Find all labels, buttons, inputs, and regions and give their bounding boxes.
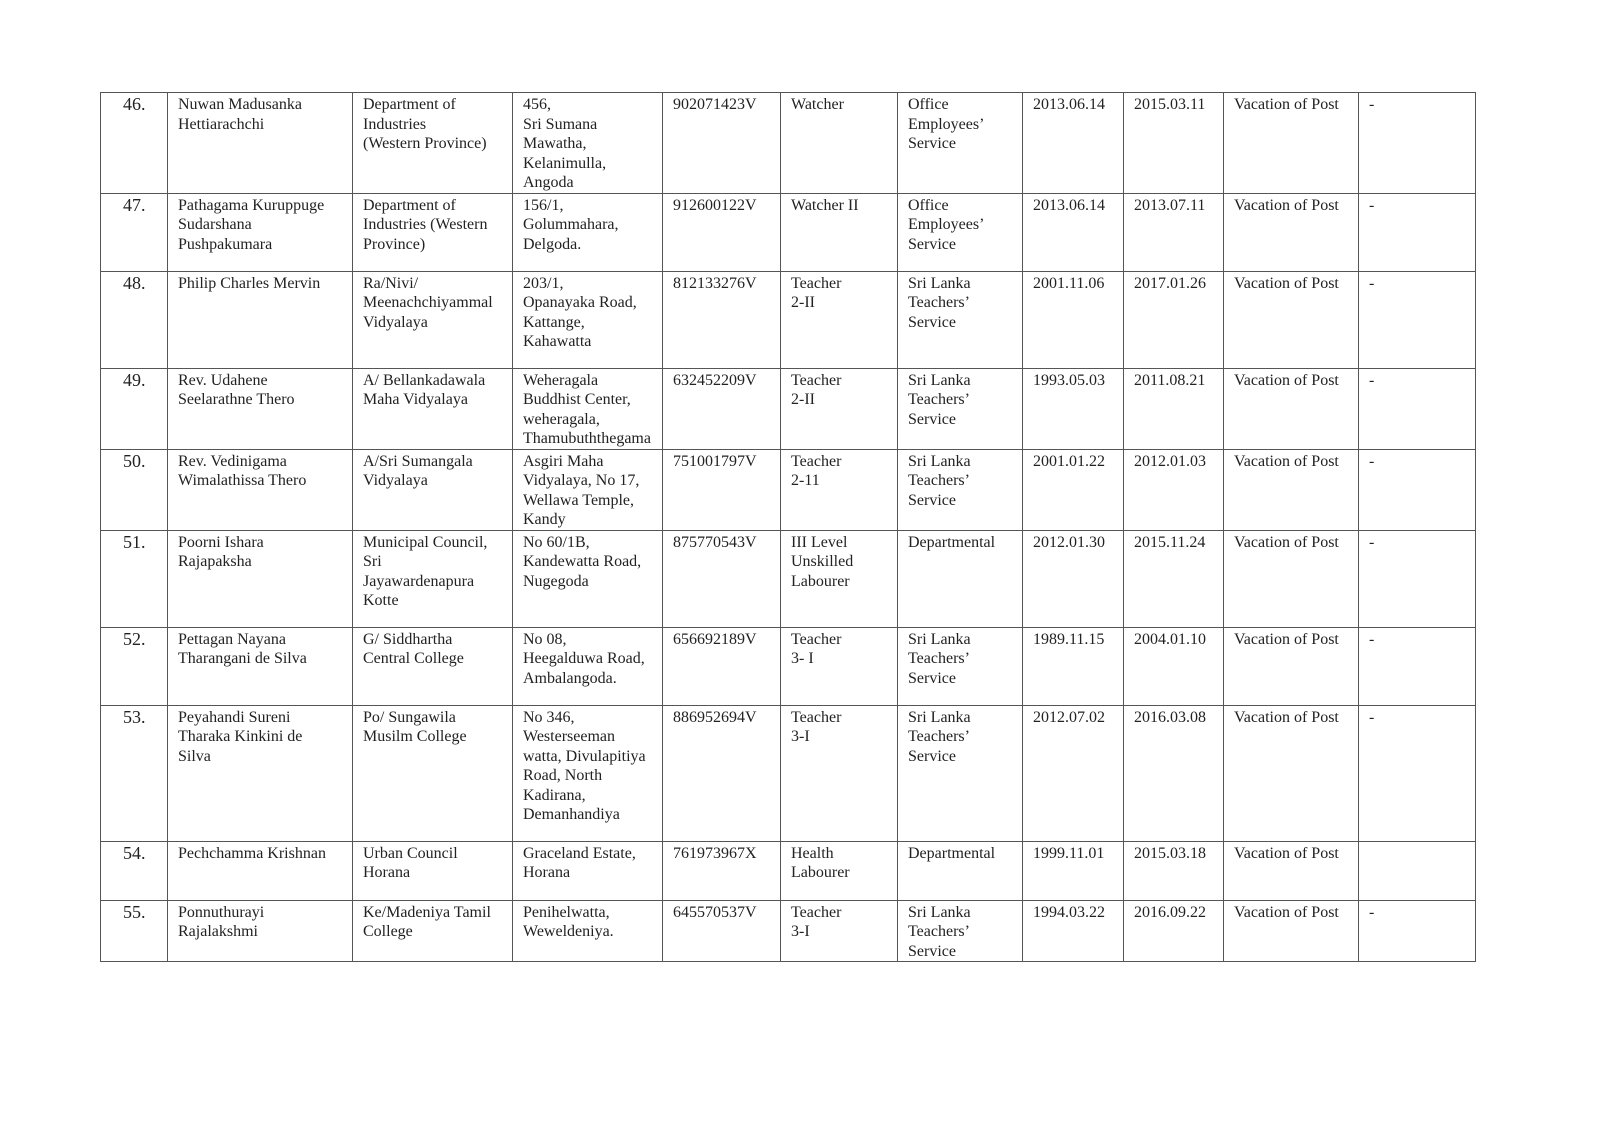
cell-address: 156/1, Golummahara, Delgoda.	[513, 193, 663, 271]
cell-address: Weheragala Buddhist Center, weheragala, Thamubuththegama	[513, 368, 663, 449]
cell-nic: 632452209V	[663, 368, 781, 449]
cell-service: Sri Lanka Teachers’ Service	[898, 705, 1023, 841]
records-table	[100, 92, 1476, 962]
cell-reason: Vacation of Post	[1224, 627, 1359, 705]
cell-no: 49.	[101, 368, 168, 449]
table-row	[101, 627, 1476, 705]
cell-vacated: 2017.01.26	[1124, 271, 1224, 368]
cell-no: 48.	[101, 271, 168, 368]
cell-service: Departmental	[898, 530, 1023, 627]
table-row	[101, 530, 1476, 627]
cell-reason: Vacation of Post	[1224, 93, 1359, 194]
cell-reason: Vacation of Post	[1224, 705, 1359, 841]
cell-appointed: 2001.11.06	[1023, 271, 1124, 368]
cell-remarks: -	[1359, 93, 1476, 194]
cell-institution: Municipal Council, Sri Jayawardenapura Kotte	[353, 530, 513, 627]
cell-designation: Teacher 3- I	[781, 627, 898, 705]
cell-no: 50.	[101, 449, 168, 530]
table-row	[101, 93, 1476, 194]
cell-name: Poorni Ishara Rajapaksha	[168, 530, 353, 627]
cell-service: Departmental	[898, 841, 1023, 900]
cell-appointed: 2012.01.30	[1023, 530, 1124, 627]
cell-vacated: 2015.03.11	[1124, 93, 1224, 194]
cell-designation: Health Labourer	[781, 841, 898, 900]
table-row	[101, 449, 1476, 530]
cell-appointed: 2012.07.02	[1023, 705, 1124, 841]
cell-reason: Vacation of Post	[1224, 449, 1359, 530]
cell-vacated: 2013.07.11	[1124, 193, 1224, 271]
cell-designation: Watcher	[781, 93, 898, 194]
cell-address: No 08, Heegalduwa Road, Ambalangoda.	[513, 627, 663, 705]
cell-address: Penihelwatta, Weweldeniya.	[513, 900, 663, 962]
cell-no: 55.	[101, 900, 168, 962]
cell-no: 46.	[101, 93, 168, 194]
cell-no: 54.	[101, 841, 168, 900]
cell-name: Peyahandi Sureni Tharaka Kinkini de Silva	[168, 705, 353, 841]
cell-institution: A/Sri Sumangala Vidyalaya	[353, 449, 513, 530]
cell-remarks: -	[1359, 368, 1476, 449]
cell-remarks	[1359, 841, 1476, 900]
cell-nic: 656692189V	[663, 627, 781, 705]
cell-nic: 761973967X	[663, 841, 781, 900]
cell-address: No 346, Westerseeman watta, Divulapitiya Road, North Kadirana, Demanhandiya	[513, 705, 663, 841]
table-row	[101, 271, 1476, 368]
cell-vacated: 2011.08.21	[1124, 368, 1224, 449]
cell-remarks: -	[1359, 900, 1476, 962]
cell-service: Office Employees’ Service	[898, 93, 1023, 194]
cell-no: 51.	[101, 530, 168, 627]
cell-address: Graceland Estate, Horana	[513, 841, 663, 900]
cell-no: 53.	[101, 705, 168, 841]
table-row	[101, 900, 1476, 962]
cell-nic: 912600122V	[663, 193, 781, 271]
cell-remarks: -	[1359, 449, 1476, 530]
cell-service: Sri Lanka Teachers’ Service	[898, 900, 1023, 962]
cell-designation: III Level Unskilled Labourer	[781, 530, 898, 627]
cell-designation: Teacher 3-I	[781, 900, 898, 962]
cell-name: Pathagama Kuruppuge Sudarshana Pushpakumara	[168, 193, 353, 271]
cell-reason: Vacation of Post	[1224, 368, 1359, 449]
cell-name: Rev. Udahene Seelarathne Thero	[168, 368, 353, 449]
cell-institution: Urban Council Horana	[353, 841, 513, 900]
cell-designation: Teacher 3-I	[781, 705, 898, 841]
cell-nic: 812133276V	[663, 271, 781, 368]
cell-designation: Teacher 2-11	[781, 449, 898, 530]
cell-reason: Vacation of Post	[1224, 900, 1359, 962]
cell-reason: Vacation of Post	[1224, 530, 1359, 627]
cell-appointed: 1999.11.01	[1023, 841, 1124, 900]
cell-service: Office Employees’ Service	[898, 193, 1023, 271]
cell-name: Pechchamma Krishnan	[168, 841, 353, 900]
cell-appointed: 1994.03.22	[1023, 900, 1124, 962]
cell-service: Sri Lanka Teachers’ Service	[898, 368, 1023, 449]
cell-institution: Ra/Nivi/ Meenachchiyammal Vidyalaya	[353, 271, 513, 368]
table-row	[101, 368, 1476, 449]
cell-vacated: 2004.01.10	[1124, 627, 1224, 705]
cell-service: Sri Lanka Teachers’ Service	[898, 449, 1023, 530]
table-row	[101, 841, 1476, 900]
cell-designation: Watcher II	[781, 193, 898, 271]
cell-remarks: -	[1359, 705, 1476, 841]
cell-address: 456, Sri Sumana Mawatha, Kelanimulla, Angoda	[513, 93, 663, 194]
cell-nic: 902071423V	[663, 93, 781, 194]
cell-nic: 886952694V	[663, 705, 781, 841]
cell-name: Rev. Vedinigama Wimalathissa Thero	[168, 449, 353, 530]
cell-appointed: 2013.06.14	[1023, 93, 1124, 194]
cell-nic: 875770543V	[663, 530, 781, 627]
cell-vacated: 2016.03.08	[1124, 705, 1224, 841]
cell-appointed: 1993.05.03	[1023, 368, 1124, 449]
cell-institution: Department of Industries (Western Province)	[353, 193, 513, 271]
cell-institution: A/ Bellankadawala Maha Vidyalaya	[353, 368, 513, 449]
cell-service: Sri Lanka Teachers’ Service	[898, 271, 1023, 368]
cell-name: Pettagan Nayana Tharangani de Silva	[168, 627, 353, 705]
cell-name: Ponnuthurayi Rajalakshmi	[168, 900, 353, 962]
cell-nic: 645570537V	[663, 900, 781, 962]
cell-vacated: 2015.11.24	[1124, 530, 1224, 627]
cell-reason: Vacation of Post	[1224, 841, 1359, 900]
cell-no: 47.	[101, 193, 168, 271]
cell-vacated: 2016.09.22	[1124, 900, 1224, 962]
cell-vacated: 2015.03.18	[1124, 841, 1224, 900]
cell-remarks: -	[1359, 530, 1476, 627]
table-row	[101, 193, 1476, 271]
cell-reason: Vacation of Post	[1224, 193, 1359, 271]
cell-address: Asgiri Maha Vidyalaya, No 17, Wellawa Temple, Kandy	[513, 449, 663, 530]
cell-appointed: 1989.11.15	[1023, 627, 1124, 705]
cell-vacated: 2012.01.03	[1124, 449, 1224, 530]
cell-remarks: -	[1359, 193, 1476, 271]
cell-remarks: -	[1359, 627, 1476, 705]
cell-appointed: 2001.01.22	[1023, 449, 1124, 530]
cell-nic: 751001797V	[663, 449, 781, 530]
cell-institution: Department of Industries (Western Province)	[353, 93, 513, 194]
cell-designation: Teacher 2-II	[781, 271, 898, 368]
cell-appointed: 2013.06.14	[1023, 193, 1124, 271]
cell-name: Nuwan Madusanka Hettiarachchi	[168, 93, 353, 194]
cell-institution: Ke/Madeniya Tamil College	[353, 900, 513, 962]
cell-name: Philip Charles Mervin	[168, 271, 353, 368]
cell-no: 52.	[101, 627, 168, 705]
cell-reason: Vacation of Post	[1224, 271, 1359, 368]
table-row	[101, 705, 1476, 841]
cell-service: Sri Lanka Teachers’ Service	[898, 627, 1023, 705]
cell-address: No 60/1B, Kandewatta Road, Nugegoda	[513, 530, 663, 627]
cell-remarks: -	[1359, 271, 1476, 368]
cell-address: 203/1, Opanayaka Road, Kattange, Kahawatta	[513, 271, 663, 368]
cell-institution: G/ Siddhartha Central College	[353, 627, 513, 705]
cell-designation: Teacher 2-II	[781, 368, 898, 449]
cell-institution: Po/ Sungawila Musilm College	[353, 705, 513, 841]
